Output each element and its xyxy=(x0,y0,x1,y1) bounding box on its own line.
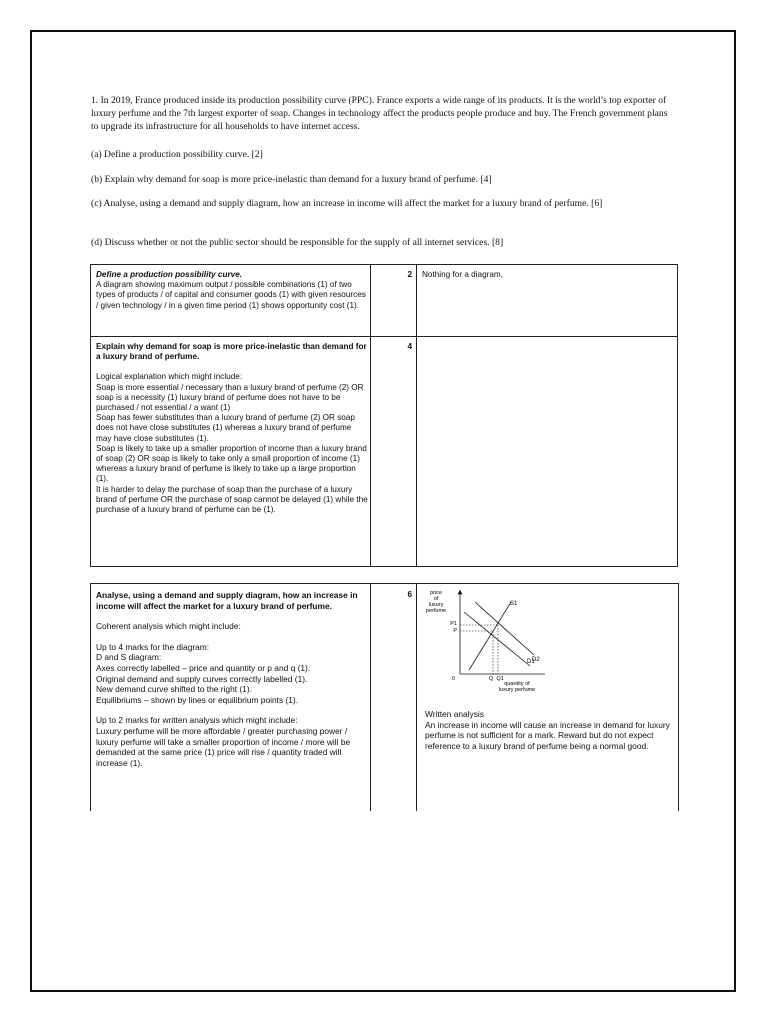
demand-supply-diagram xyxy=(420,586,570,698)
table2-diagram-line-2: Axes correctly labelled – price and quantity or p and q (1). xyxy=(96,662,311,673)
row2-point-2: Soap has fewer substitutes than a luxury brand of perfume (2) OR soap does not have close substitutes (1) whereas a luxury brand of perfume may have close substitutes (1). xyxy=(96,413,355,443)
x-axis-label-2: luxury perfume xyxy=(498,687,536,693)
table2-title: Analyse, using a demand and supply diagram, how an increase in income will affect the market for a luxury brand of perfume. xyxy=(96,590,358,611)
table2-diagram-heading: Up to 4 marks for the diagram: xyxy=(96,641,210,652)
p1-label: P1 xyxy=(450,621,457,627)
table-2-left-border xyxy=(90,583,91,811)
question-c: (c) Analyse, using a demand and supply diagram, how an increase in income will affect the market for a luxury brand of perfume. [6] xyxy=(91,198,603,209)
table-2-right-border xyxy=(678,583,679,811)
y-axis-label-3: luxury xyxy=(428,602,444,608)
q-label: Q xyxy=(488,676,494,682)
table2-marks: 6 xyxy=(407,590,412,599)
supply-curve-s1 xyxy=(469,602,511,670)
question-b: (b) Explain why demand for soap is more price-inelastic than demand for a luxury brand of perfume. [4] xyxy=(91,174,492,185)
question-intro: 1. In 2019, France produced inside its production possibility curve (PPC). France exports a wide range of its products. It is the world’s top exporter of luxury perfume and the 7th largest exporter of soap. Changes in technology affect the products people produce and buy. The French government plans to upgrade its infrastructure for all households to have internet access. xyxy=(91,95,668,132)
table-2-divider-b xyxy=(416,583,417,811)
row1-notes: Nothing for a diagram, xyxy=(422,270,504,279)
row1-marks: 2 xyxy=(407,270,412,279)
table-1-row-divider xyxy=(90,336,678,337)
d1-label: D1 xyxy=(527,659,535,665)
d2-label: D2 xyxy=(532,657,540,663)
row2-marks: 4 xyxy=(407,342,412,351)
p-label: P xyxy=(453,628,457,634)
table-2-top-border xyxy=(90,583,678,584)
row2-title: Explain why demand for soap is more price-inelastic than demand for a luxury brand of perfume. xyxy=(96,342,367,362)
row1-criteria xyxy=(96,270,368,311)
row2-point-4: It is harder to delay the purchase of soap than the purchase of a luxury brand of perfume OR the purchase of soap cannot be delayed (1) while the purchase of a luxury brand of perfume can be (1). xyxy=(96,484,368,515)
q1-label: Q1 xyxy=(496,676,504,682)
origin-label: 0 xyxy=(451,676,455,682)
row2-point-3: Soap is likely to take up a smaller proportion of income than a luxury brand of soap (2) OR soap is likely to take only a small proportion of income (1) whereas a luxury brand of perfume is likely to take up a large proportion (1). xyxy=(96,443,367,484)
table-1-divider-a xyxy=(370,264,371,567)
table-2-divider-a xyxy=(370,583,371,811)
row2-intro: Logical explanation which might include: xyxy=(96,372,243,382)
table2-diagram-line-1: D and S diagram: xyxy=(96,652,162,663)
table2-intro: Coherent analysis which might include: xyxy=(96,621,241,632)
row1-body: A diagram showing maximum output / possible combinations (1) of two types of products / of capital and consumer goods (1) with given resources / given technology / in a given time period (1) shows opportunity cost (1). xyxy=(96,280,366,310)
table-1-divider-b xyxy=(416,264,417,567)
demand-curve-d1 xyxy=(464,612,530,666)
row2-criteria xyxy=(96,342,368,515)
table2-written-heading: Up to 2 marks for written analysis which might include: xyxy=(96,715,298,726)
table2-diagram-line-3: Original demand and supply curves correctly labelled (1). xyxy=(96,673,308,684)
table2-criteria xyxy=(96,590,366,768)
table2-written-body: Luxury perfume will be more affordable / greater purchasing power / luxury perfume will take a smaller proportion of income / more will be demanded at the same price (1) price will rise / quantity traded will increase (1). xyxy=(96,725,351,768)
row1-title: Define a production possibility curve. xyxy=(96,270,243,279)
s1-label: S1 xyxy=(510,601,518,607)
y-axis-label-1: price xyxy=(430,590,442,596)
table2-diagram-line-4: New demand curve shifted to the right (1). xyxy=(96,684,252,695)
x-axis-label-1: quantity of xyxy=(504,681,530,687)
written-analysis-body: An increase in income will cause an increase in demand for luxury perfume is not sufficient for a mark. Reward but do not expect reference to a luxury brand of perfume being a normal good. xyxy=(425,719,670,751)
table2-diagram-line-5: Equilibriums – shown by lines or equilibrium points (1). xyxy=(96,694,299,705)
row2-point-1: Soap is more essential / necessary than a luxury brand of perfume (2) OR soap is a necessity (1) luxury brand of perfume does not have to be purchased / not essential / a want (1) xyxy=(96,382,364,413)
y-axis-label-2: of xyxy=(433,596,439,602)
question-d: (d) Discuss whether or not the public sector should be responsible for the supply of all internet services. [8] xyxy=(91,237,504,248)
written-analysis-heading: Written analysis xyxy=(425,709,484,719)
question-a: (a) Define a production possibility curve. [2] xyxy=(91,149,263,160)
y-axis-label-4: perfume xyxy=(425,608,447,614)
table2-notes xyxy=(425,709,677,751)
